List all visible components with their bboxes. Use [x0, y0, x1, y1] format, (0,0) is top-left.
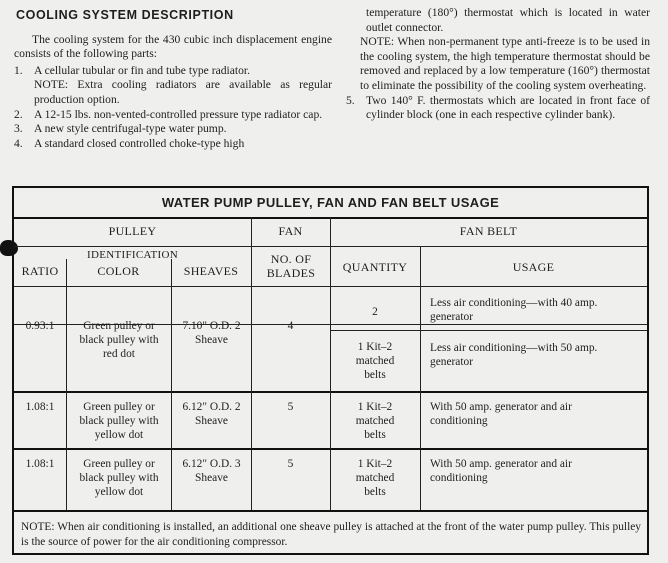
table-title: WATER PUMP PULLEY, FAN AND FAN BELT USAGE — [161, 195, 500, 210]
row1-ratio: 0.93:1 — [25, 320, 55, 332]
list-item-text: Two 140° F. thermostats which are located in front face of cylinder block (one in each respective cylinder bank). — [366, 93, 650, 122]
row3-quantity: 1 Kit–2 matched belts — [355, 458, 395, 498]
header-fan: FAN — [278, 224, 303, 238]
row1-blades: 4 — [287, 320, 294, 332]
header-identification: IDENTIFICATION — [87, 249, 178, 261]
list-item-text: A cellular tubular or fin and tube type radiator. — [34, 63, 251, 77]
header-fan-belt: FAN BELT — [459, 224, 518, 238]
list-item-number: 4. — [14, 136, 23, 150]
list-item — [346, 94, 650, 123]
row1a-quantity: 2 — [372, 306, 378, 318]
list-item — [14, 137, 332, 152]
list-item-number: 5. — [346, 93, 355, 107]
col-header-ratio: RATIO — [21, 264, 59, 278]
parts-list — [14, 64, 332, 152]
col-header-color: COLOR — [97, 264, 140, 278]
row2-sheaves: 6.12" O.D. 2 Sheave — [182, 401, 241, 427]
col-header-quantity: QUANTITY — [342, 260, 408, 274]
list-item — [14, 64, 332, 108]
usage-table — [12, 186, 649, 555]
row1b-usage: Less air conditioning—with 50 amp. generator — [430, 342, 598, 368]
row3-usage: With 50 amp. generator and air conditioning — [430, 458, 572, 484]
list-item-number: 2. — [14, 107, 23, 121]
description-left-column — [14, 6, 332, 151]
list-item-number: 3. — [14, 122, 23, 136]
row3-blades: 5 — [287, 458, 294, 470]
row3-ratio: 1.08:1 — [25, 458, 55, 470]
header-pulley: PULLEY — [108, 224, 157, 238]
list-item-note: NOTE: Extra cooling radiators are available as regular production option. — [34, 78, 332, 106]
list-item-text: A 12-15 lbs. non-vented-controlled pressure type radiator cap. — [34, 107, 323, 121]
col-header-sheaves: SHEAVES — [183, 264, 239, 278]
row1-color: Green pulley or black pulley with red dot — [79, 320, 159, 360]
row3-sheaves: 6.12" O.D. 3 Sheave — [182, 458, 241, 484]
row1b-quantity: 1 Kit–2 matched belts — [355, 341, 395, 381]
row2-usage: With 50 amp. generator and air conditioning — [430, 401, 572, 427]
col-header-usage: USAGE — [512, 260, 555, 274]
row1a-usage: Less air conditioning—with 40 amp. generator — [430, 297, 598, 323]
row1-sheaves: 7.10" O.D. 2 Sheave — [182, 320, 241, 346]
list-item-text: A standard closed controlled choke-type high — [34, 136, 245, 150]
row3-color: Green pulley or black pulley with yellow dot — [79, 458, 159, 498]
row2-blades: 5 — [287, 401, 294, 413]
intro-paragraph: The cooling system for the 430 cubic inch displacement engine consists of the following parts: — [14, 32, 332, 61]
section-heading: COOLING SYSTEM DESCRIPTION — [16, 8, 234, 22]
list-item-number: 1. — [14, 63, 23, 77]
list-item — [14, 108, 332, 123]
row2-ratio: 1.08:1 — [25, 401, 55, 413]
item4-continuation: temperature (180°) thermostat which is located in water outlet connector. — [366, 6, 650, 34]
list-item-text: A new style centrifugal-type water pump. — [34, 122, 227, 136]
row2-quantity: 1 Kit–2 matched belts — [355, 401, 395, 441]
antifreeze-note: NOTE: When non-permanent type anti-freeze is to be used in the cooling system, the high temperature thermostat should be removed and replaced by a low temperature (160°) thermostat to eliminate the possibility of the cooling system overheating. — [360, 35, 650, 92]
col-header-blades: NO. OF BLADES — [266, 252, 316, 280]
description-right-column — [346, 6, 650, 123]
table-footnote: NOTE: When air conditioning is installed, an additional one sheave pulley is attached at the front of the water pump pulley. This pulley is the source of power for the air conditioning compressor. — [21, 521, 641, 548]
list-item — [14, 122, 332, 137]
row2-color: Green pulley or black pulley with yellow dot — [79, 401, 159, 441]
